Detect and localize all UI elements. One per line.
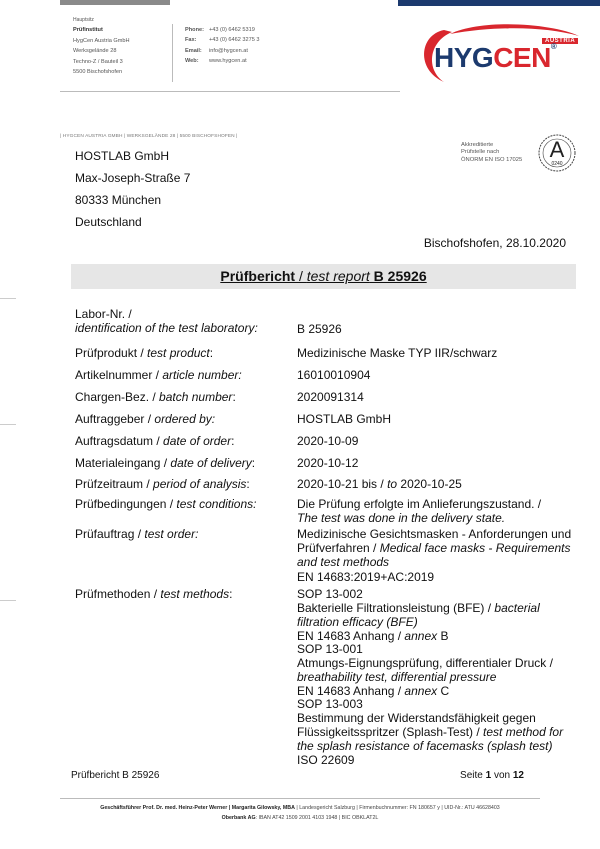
field-label-period: Prüfzeitraum / period of analysis: [75,477,250,491]
sender-line: | HYGCEN AUSTRIA GMBH | WERKSGELÄNDE 28 | 5500 BISCHOFSHOFEN | [60,134,238,139]
header-address-block [73,15,130,77]
field-value-article: 16010010904 [297,368,371,382]
top-left-bar [60,0,170,5]
footer-report-id: Prüfbericht B 25926 [71,770,160,781]
field-value-ordered-by: HOSTLAB GmbH [297,412,392,426]
field-label-delivery: Materialeingang / date of delivery: [75,456,256,470]
recipient-line: 80333 München [75,193,162,207]
addr-line: 5500 Bischofshofen [73,69,123,76]
method-bfe: SOP 13-002 Bakterielle Filtrationsleistung (BFE) / bacterial filtration efficacy (BFE) EN 14683 Anhang / annex B [297,587,540,643]
contact-block [185,25,260,67]
method-splash: SOP 13-003 Bestimmung der Widerstandsfähigkeit gegen Flüssigkeitsspritzer (Splash-Test) / test method for the splash resistance of facemasks (splash test) ISO 22609 [297,697,564,767]
field-value-order-date: 2020-10-09 [297,434,359,448]
field-label-product: Prüfprodukt / test product: [75,346,214,360]
fold-mark [0,600,16,601]
accreditation-seal-icon [537,133,577,181]
field-value-product: Medizinische Maske TYP IIR/schwarz [297,346,498,360]
logo-austria: AUSTRIA [542,38,578,44]
fold-mark [0,424,16,425]
seal-letter: A [549,137,565,162]
field-label-order-date: Auftragsdatum / date of order: [75,434,235,448]
field-value-delivery: 2020-10-12 [297,456,359,470]
footer-rule [60,798,540,799]
seal-number: 0240 [551,161,563,167]
header-divider [172,24,173,82]
addr-line: HygCen Austria GmbH [73,37,130,44]
contact-email[interactable]: Email: info@hygcen.at [185,47,248,54]
field-label-article: Artikelnummer / article number: [75,368,242,382]
field-value-conditions: Die Prüfung erfolgte im Anlieferungszustand. / The test was done in the delivery state. [297,497,542,525]
field-label-conditions: Prüfbedingungen / test conditions: [75,497,257,511]
org-label: Hauptsitz [73,17,94,23]
accreditation-text: Akkreditierte Prüfstelle nach ÖNORM EN ISO 17025 [461,142,523,163]
field-label-lab: Labor-Nr. / identification of the test laboratory: [75,307,258,335]
field-label-test-order: Prüfauftrag / test order: [75,527,199,541]
org-name: Prüfinstitut [73,27,103,34]
page-number: Seite 1 von 12 [460,770,524,781]
footer-bank-info: Oberbank AG: IBAN AT42 1509 2001 4103 1948 | BIC OBKLAT2L [221,815,379,821]
contact-phone: Phone: +43 (0) 6462 5319 [185,27,255,33]
field-value-period: 2020-10-21 bis / to 2020-10-25 [297,477,462,491]
addr-line: Werksgelände 28 [73,48,117,55]
field-label-ordered-by: Auftraggeber / ordered by: [75,412,216,426]
report-title: Prüfbericht / test report B 25926 [220,268,427,284]
hygcen-logo [414,20,584,95]
method-breathability: SOP 13-001 Atmungs-Eignungsprüfung, differentialer Druck / breathability test, differential pressure EN 14683 Anhang / annex C [297,642,553,698]
report-date: Bischofshofen, 28.10.2020 [423,236,566,250]
field-value-lab: B 25926 [297,322,342,336]
fold-mark [0,298,16,299]
field-value-batch: 2020091314 [297,390,364,404]
field-label-batch: Chargen-Bez. / batch number: [75,390,236,404]
contact-fax: Fax: +43 (0) 6462 3275 3 [185,37,260,44]
field-label-methods: Prüfmethoden / test methods: [75,587,233,601]
contact-web[interactable]: Web: www.hygcen.at [185,58,247,65]
field-value-test-order: Medizinische Gesichtsmasken - Anforderungen und Prüfverfahren / Medical face masks - Requirements and test methods EN 14683:2019+AC:2019 [297,527,572,584]
logo-wordmark: HYGCEN® [434,42,557,73]
recipient-line: HOSTLAB GmbH [75,149,170,163]
top-right-bar [398,0,600,6]
recipient-line: Max-Joseph-Straße 7 [75,171,191,185]
header-rule [60,91,400,92]
addr-line: Techno-Z / Bauteil 3 [73,58,123,65]
footer-company-info: Geschäftsführer Prof. Dr. med. Heinz-Peter Werner | Margarita Gilowsky, MBA | Landesgericht Salzburg | Firmenbuchnummer: FN 180657 y | UID-Nr.: ATU 46628403 [100,805,500,811]
recipient-line: Deutschland [75,215,142,229]
